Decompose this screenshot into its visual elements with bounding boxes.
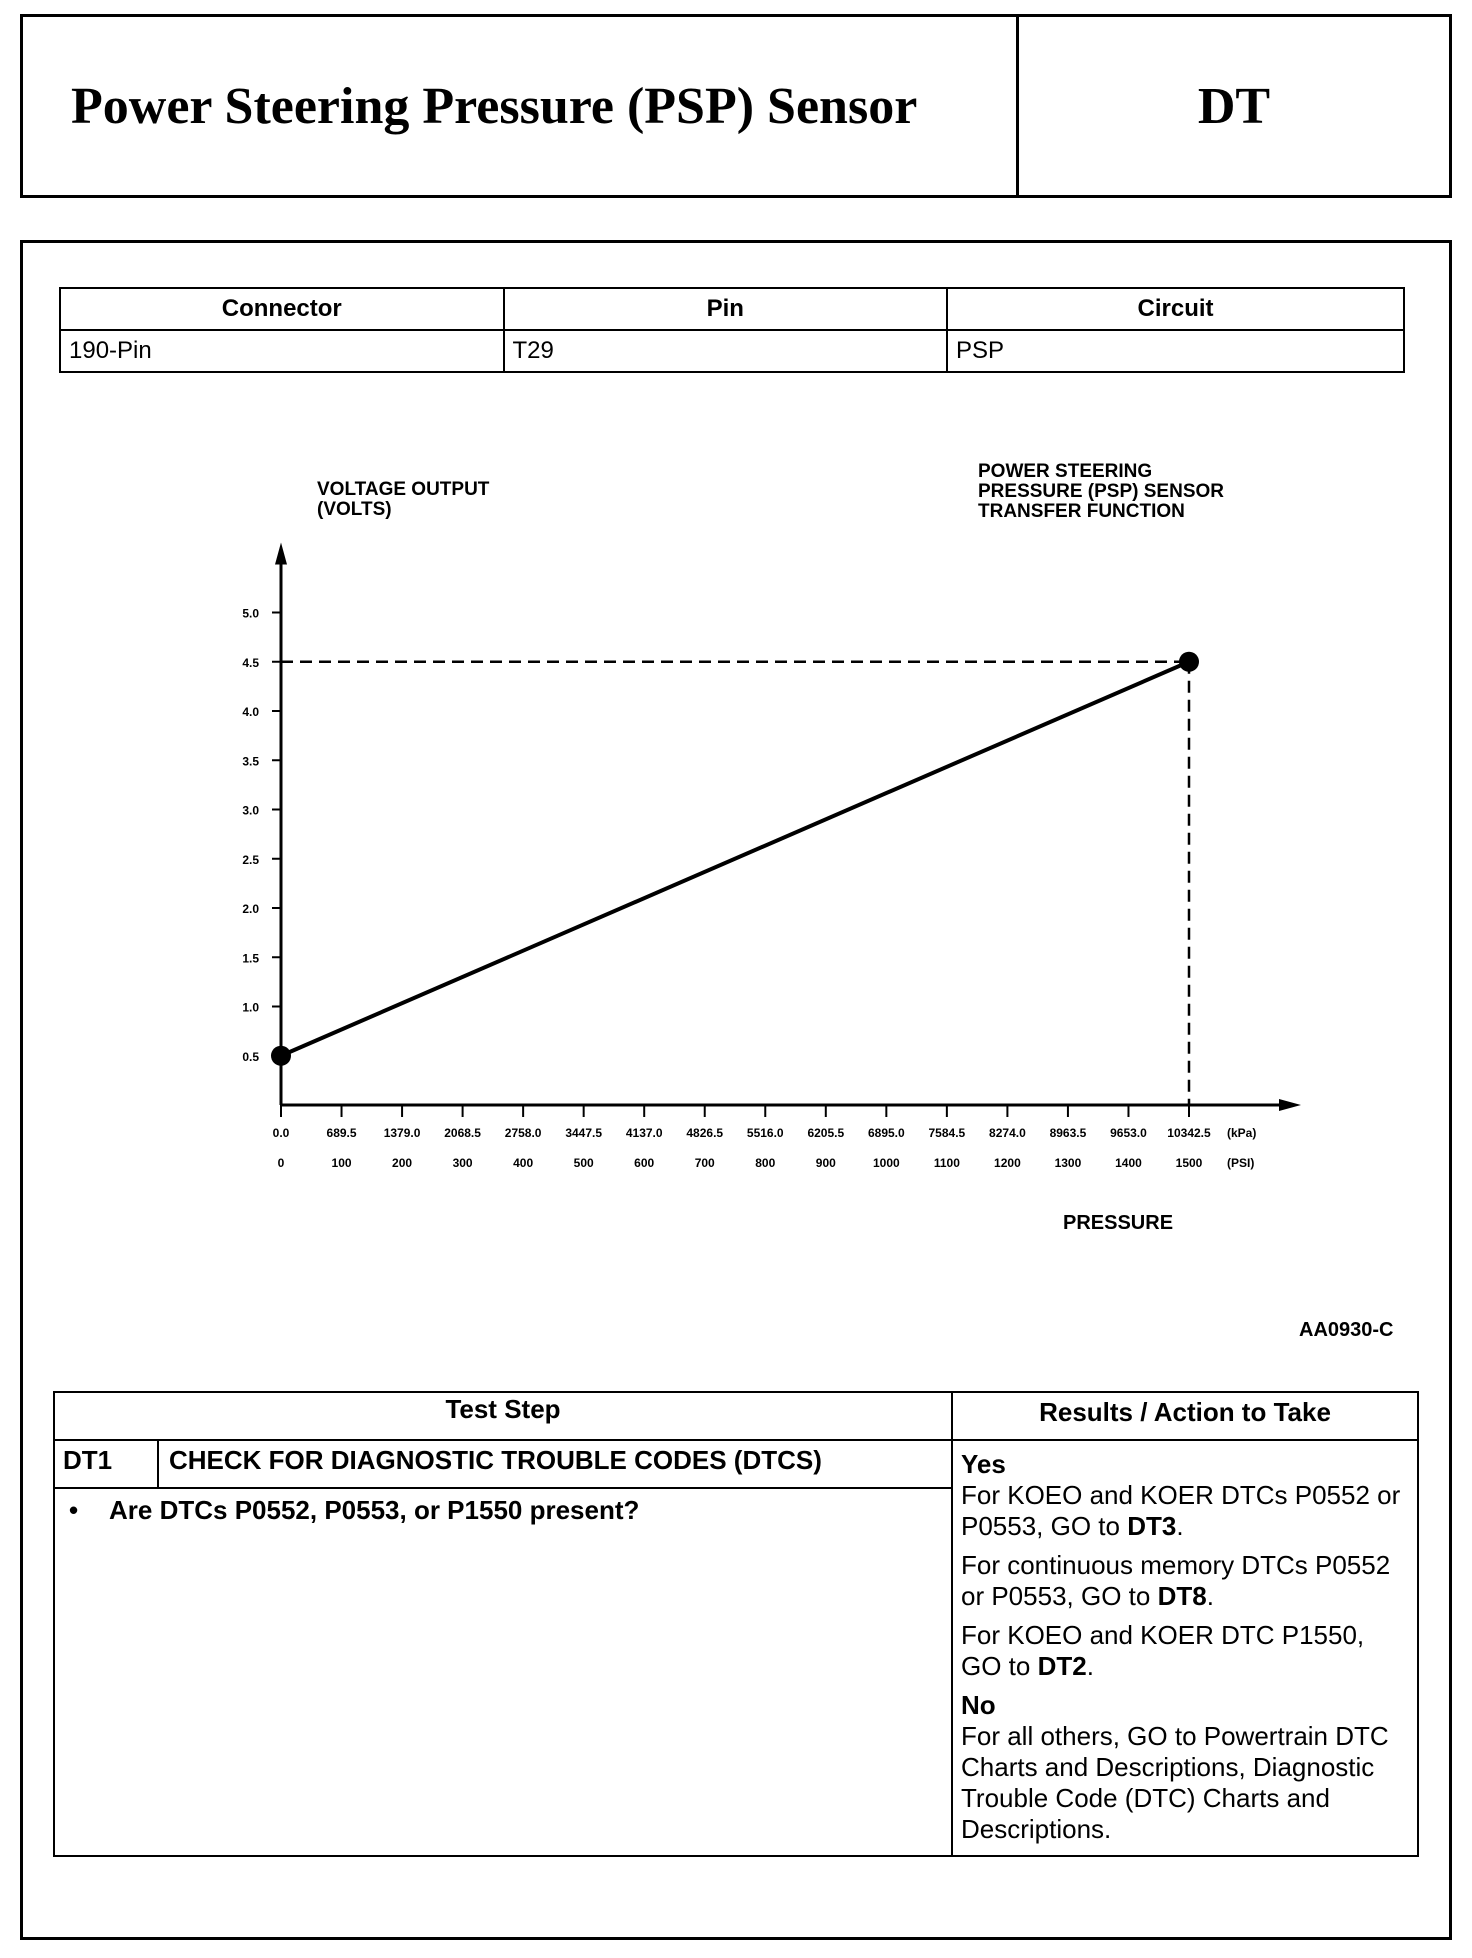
x-tick-label-psi: 700 bbox=[694, 1156, 715, 1170]
x-tick-label-psi: 1400 bbox=[1115, 1156, 1142, 1170]
step-id: DT1 bbox=[54, 1440, 158, 1488]
yes-item bbox=[961, 1620, 1409, 1682]
chart-title: TRANSFER FUNCTION bbox=[978, 501, 1185, 522]
yes-item-end: . bbox=[1206, 1581, 1214, 1611]
x-tick-label-psi: 1300 bbox=[1054, 1156, 1082, 1170]
chart-title: PRESSURE (PSP) SENSOR bbox=[978, 481, 1224, 502]
series-line bbox=[281, 662, 1189, 1056]
yes-item bbox=[961, 1550, 1409, 1612]
y-tick-label: 0.5 bbox=[242, 1049, 259, 1064]
x-tick-label-psi: 500 bbox=[573, 1156, 594, 1170]
y-axis-label: VOLTAGE OUTPUT bbox=[317, 479, 490, 500]
x-tick-label-kpa: 4137.0 bbox=[625, 1126, 663, 1140]
x-tick-label-psi: 400 bbox=[513, 1156, 534, 1170]
data-point-start bbox=[271, 1046, 291, 1066]
x-tick-label-kpa: 7584.5 bbox=[928, 1126, 966, 1140]
y-axis-arrow-icon bbox=[275, 543, 287, 565]
x-tick-label-psi: 600 bbox=[634, 1156, 655, 1170]
yes-item-text: For continuous memory DTCs P0552 or P0553, GO to bbox=[961, 1550, 1391, 1611]
circuit-header: Circuit bbox=[947, 288, 1404, 330]
test-step-table bbox=[53, 1391, 1419, 1857]
main-content bbox=[20, 240, 1452, 1940]
x-tick-label-kpa: 10342.5 bbox=[1167, 1126, 1211, 1140]
connector-value: 190-Pin bbox=[60, 330, 504, 372]
transfer-function-chart bbox=[23, 243, 1455, 1343]
chart-title: POWER STEERING bbox=[978, 461, 1153, 482]
x-tick-label-psi: 200 bbox=[392, 1156, 413, 1170]
page-title: Power Steering Pressure (PSP) Sensor bbox=[23, 17, 1019, 195]
x-tick-label-kpa: 2758.0 bbox=[504, 1126, 542, 1140]
x-tick-label-kpa: 5516.0 bbox=[746, 1126, 784, 1140]
x-tick-label-kpa: 8963.5 bbox=[1049, 1126, 1087, 1140]
x-tick-label-psi: 1200 bbox=[994, 1156, 1021, 1170]
yes-label: Yes bbox=[961, 1449, 1006, 1479]
results-header: Results / Action to Take bbox=[952, 1392, 1418, 1440]
step-link-dt8[interactable]: DT8 bbox=[1157, 1581, 1207, 1611]
yes-item-end: . bbox=[1176, 1511, 1184, 1541]
yes-item-text: For KOEO and KOER DTC P1550, GO to bbox=[961, 1620, 1365, 1681]
kpa-unit-label: (kPa) bbox=[1227, 1126, 1257, 1140]
step-link-dt2[interactable]: DT2 bbox=[1037, 1651, 1087, 1681]
x-tick-label-kpa: 2068.5 bbox=[444, 1126, 481, 1140]
figure-id: AA0930-C bbox=[1299, 1319, 1394, 1341]
y-tick-label: 4.0 bbox=[242, 705, 259, 719]
pin-header: Pin bbox=[504, 288, 948, 330]
y-tick-label: 4.5 bbox=[242, 655, 259, 670]
step-link-dt3[interactable]: DT3 bbox=[1127, 1511, 1177, 1541]
x-tick-label-kpa: 8274.0 bbox=[989, 1126, 1026, 1140]
x-tick-label-psi: 1000 bbox=[872, 1156, 900, 1170]
data-point-end bbox=[1179, 652, 1199, 672]
x-tick-label-psi: 900 bbox=[815, 1156, 836, 1170]
x-tick-label-psi: 1100 bbox=[933, 1156, 960, 1170]
x-tick-label-kpa: 1379.0 bbox=[383, 1126, 421, 1140]
header-box bbox=[20, 14, 1452, 198]
y-tick-label: 2.0 bbox=[242, 902, 259, 916]
x-tick-label-psi: 300 bbox=[452, 1156, 473, 1170]
x-tick-label-kpa: 6895.0 bbox=[867, 1126, 905, 1140]
section-code: DT bbox=[1197, 77, 1271, 135]
yes-item bbox=[961, 1480, 1409, 1542]
x-tick-label-kpa: 4826.5 bbox=[686, 1126, 724, 1140]
y-tick-label: 2.5 bbox=[242, 852, 259, 867]
x-tick-label-psi: 1500 bbox=[1175, 1156, 1203, 1170]
circuit-value: PSP bbox=[947, 330, 1404, 372]
no-text: For all others, GO to Powertrain DTC Charts and Descriptions, Diagnostic Trouble Code (DTC) Charts and Descriptions. bbox=[961, 1721, 1389, 1844]
x-tick-label-psi: 100 bbox=[331, 1156, 352, 1170]
x-tick-label-kpa: 0.0 bbox=[272, 1126, 290, 1140]
y-tick-label: 1.5 bbox=[242, 951, 259, 966]
x-tick-label-psi: 0 bbox=[277, 1156, 285, 1170]
x-tick-label-kpa: 9653.0 bbox=[1110, 1126, 1147, 1140]
yes-item-end: . bbox=[1086, 1651, 1094, 1681]
connector-header: Connector bbox=[60, 288, 504, 330]
test-question bbox=[54, 1488, 952, 1856]
no-label: No bbox=[961, 1690, 996, 1720]
bullet-icon: • bbox=[69, 1495, 79, 1525]
test-step-header: Test Step bbox=[54, 1392, 952, 1440]
y-tick-label: 3.5 bbox=[242, 754, 259, 769]
yes-item-text: For KOEO and KOER DTCs P0552 or P0553, GO to bbox=[961, 1480, 1401, 1541]
pin-value: T29 bbox=[504, 330, 948, 372]
y-tick-label: 1.0 bbox=[242, 1000, 259, 1015]
y-tick-label: 5.0 bbox=[242, 606, 259, 621]
step-title: CHECK FOR DIAGNOSTIC TROUBLE CODES (DTCS) bbox=[158, 1440, 952, 1488]
x-axis-arrow-icon bbox=[1279, 1099, 1301, 1111]
x-tick-label-psi: 800 bbox=[755, 1156, 776, 1170]
y-axis-label: (VOLTS) bbox=[317, 499, 392, 520]
question-text: Are DTCs P0552, P0553, or P1550 present? bbox=[109, 1495, 640, 1525]
x-tick-label-kpa: 689.5 bbox=[326, 1126, 357, 1140]
x-tick-label-kpa: 6205.5 bbox=[807, 1126, 845, 1140]
y-tick-label: 3.0 bbox=[242, 803, 259, 818]
results-cell bbox=[952, 1440, 1418, 1856]
x-axis-label: PRESSURE bbox=[1063, 1212, 1174, 1234]
x-tick-label-kpa: 3447.5 bbox=[565, 1126, 603, 1140]
psi-unit-label: (PSI) bbox=[1227, 1156, 1255, 1170]
